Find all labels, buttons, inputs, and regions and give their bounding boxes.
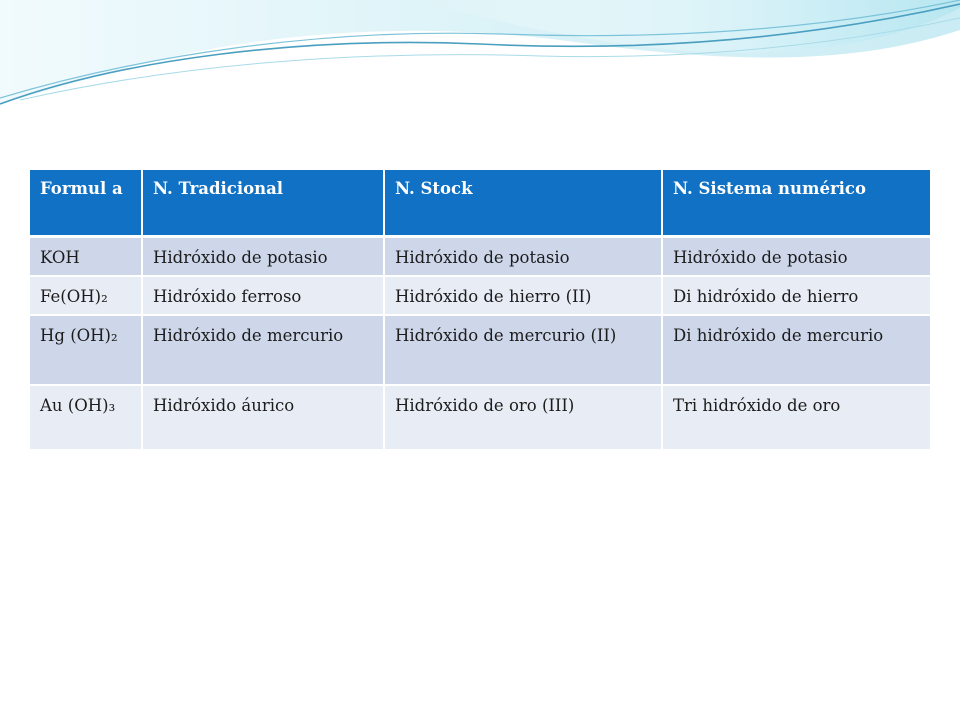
- decorative-wave-banner: [0, 0, 960, 130]
- header-numeric-system: N. Sistema numérico: [661, 170, 930, 238]
- table-row: [30, 386, 930, 451]
- traditional-cell: Hidróxido de potasio: [141, 238, 383, 277]
- numeric-system-cell: Di hidróxido de hierro: [661, 277, 930, 316]
- header-formula: Formul a: [30, 170, 141, 238]
- traditional-cell: Hidróxido de mercurio: [141, 316, 383, 386]
- traditional-cell: Hidróxido áurico: [141, 386, 383, 451]
- numeric-system-cell: Di hidróxido de mercurio: [661, 316, 930, 386]
- table-row: [30, 277, 930, 316]
- formula-cell: KOH: [30, 238, 141, 277]
- stock-cell: Hidróxido de mercurio (II): [383, 316, 661, 386]
- formula-cell: Hg (OH)₂: [30, 316, 141, 386]
- hydroxide-nomenclature-table: [30, 170, 930, 451]
- stock-cell: Hidróxido de potasio: [383, 238, 661, 277]
- stock-cell: Hidróxido de oro (III): [383, 386, 661, 451]
- table-header-row: [30, 170, 930, 238]
- numeric-system-cell: Hidróxido de potasio: [661, 238, 930, 277]
- header-stock: N. Stock: [383, 170, 661, 238]
- stock-cell: Hidróxido de hierro (II): [383, 277, 661, 316]
- formula-cell: Fe(OH)₂: [30, 277, 141, 316]
- table-row: [30, 316, 930, 386]
- table-row: [30, 238, 930, 277]
- formula-cell: Au (OH)₃: [30, 386, 141, 451]
- numeric-system-cell: Tri hidróxido de oro: [661, 386, 930, 451]
- header-traditional: N. Tradicional: [141, 170, 383, 238]
- traditional-cell: Hidróxido ferroso: [141, 277, 383, 316]
